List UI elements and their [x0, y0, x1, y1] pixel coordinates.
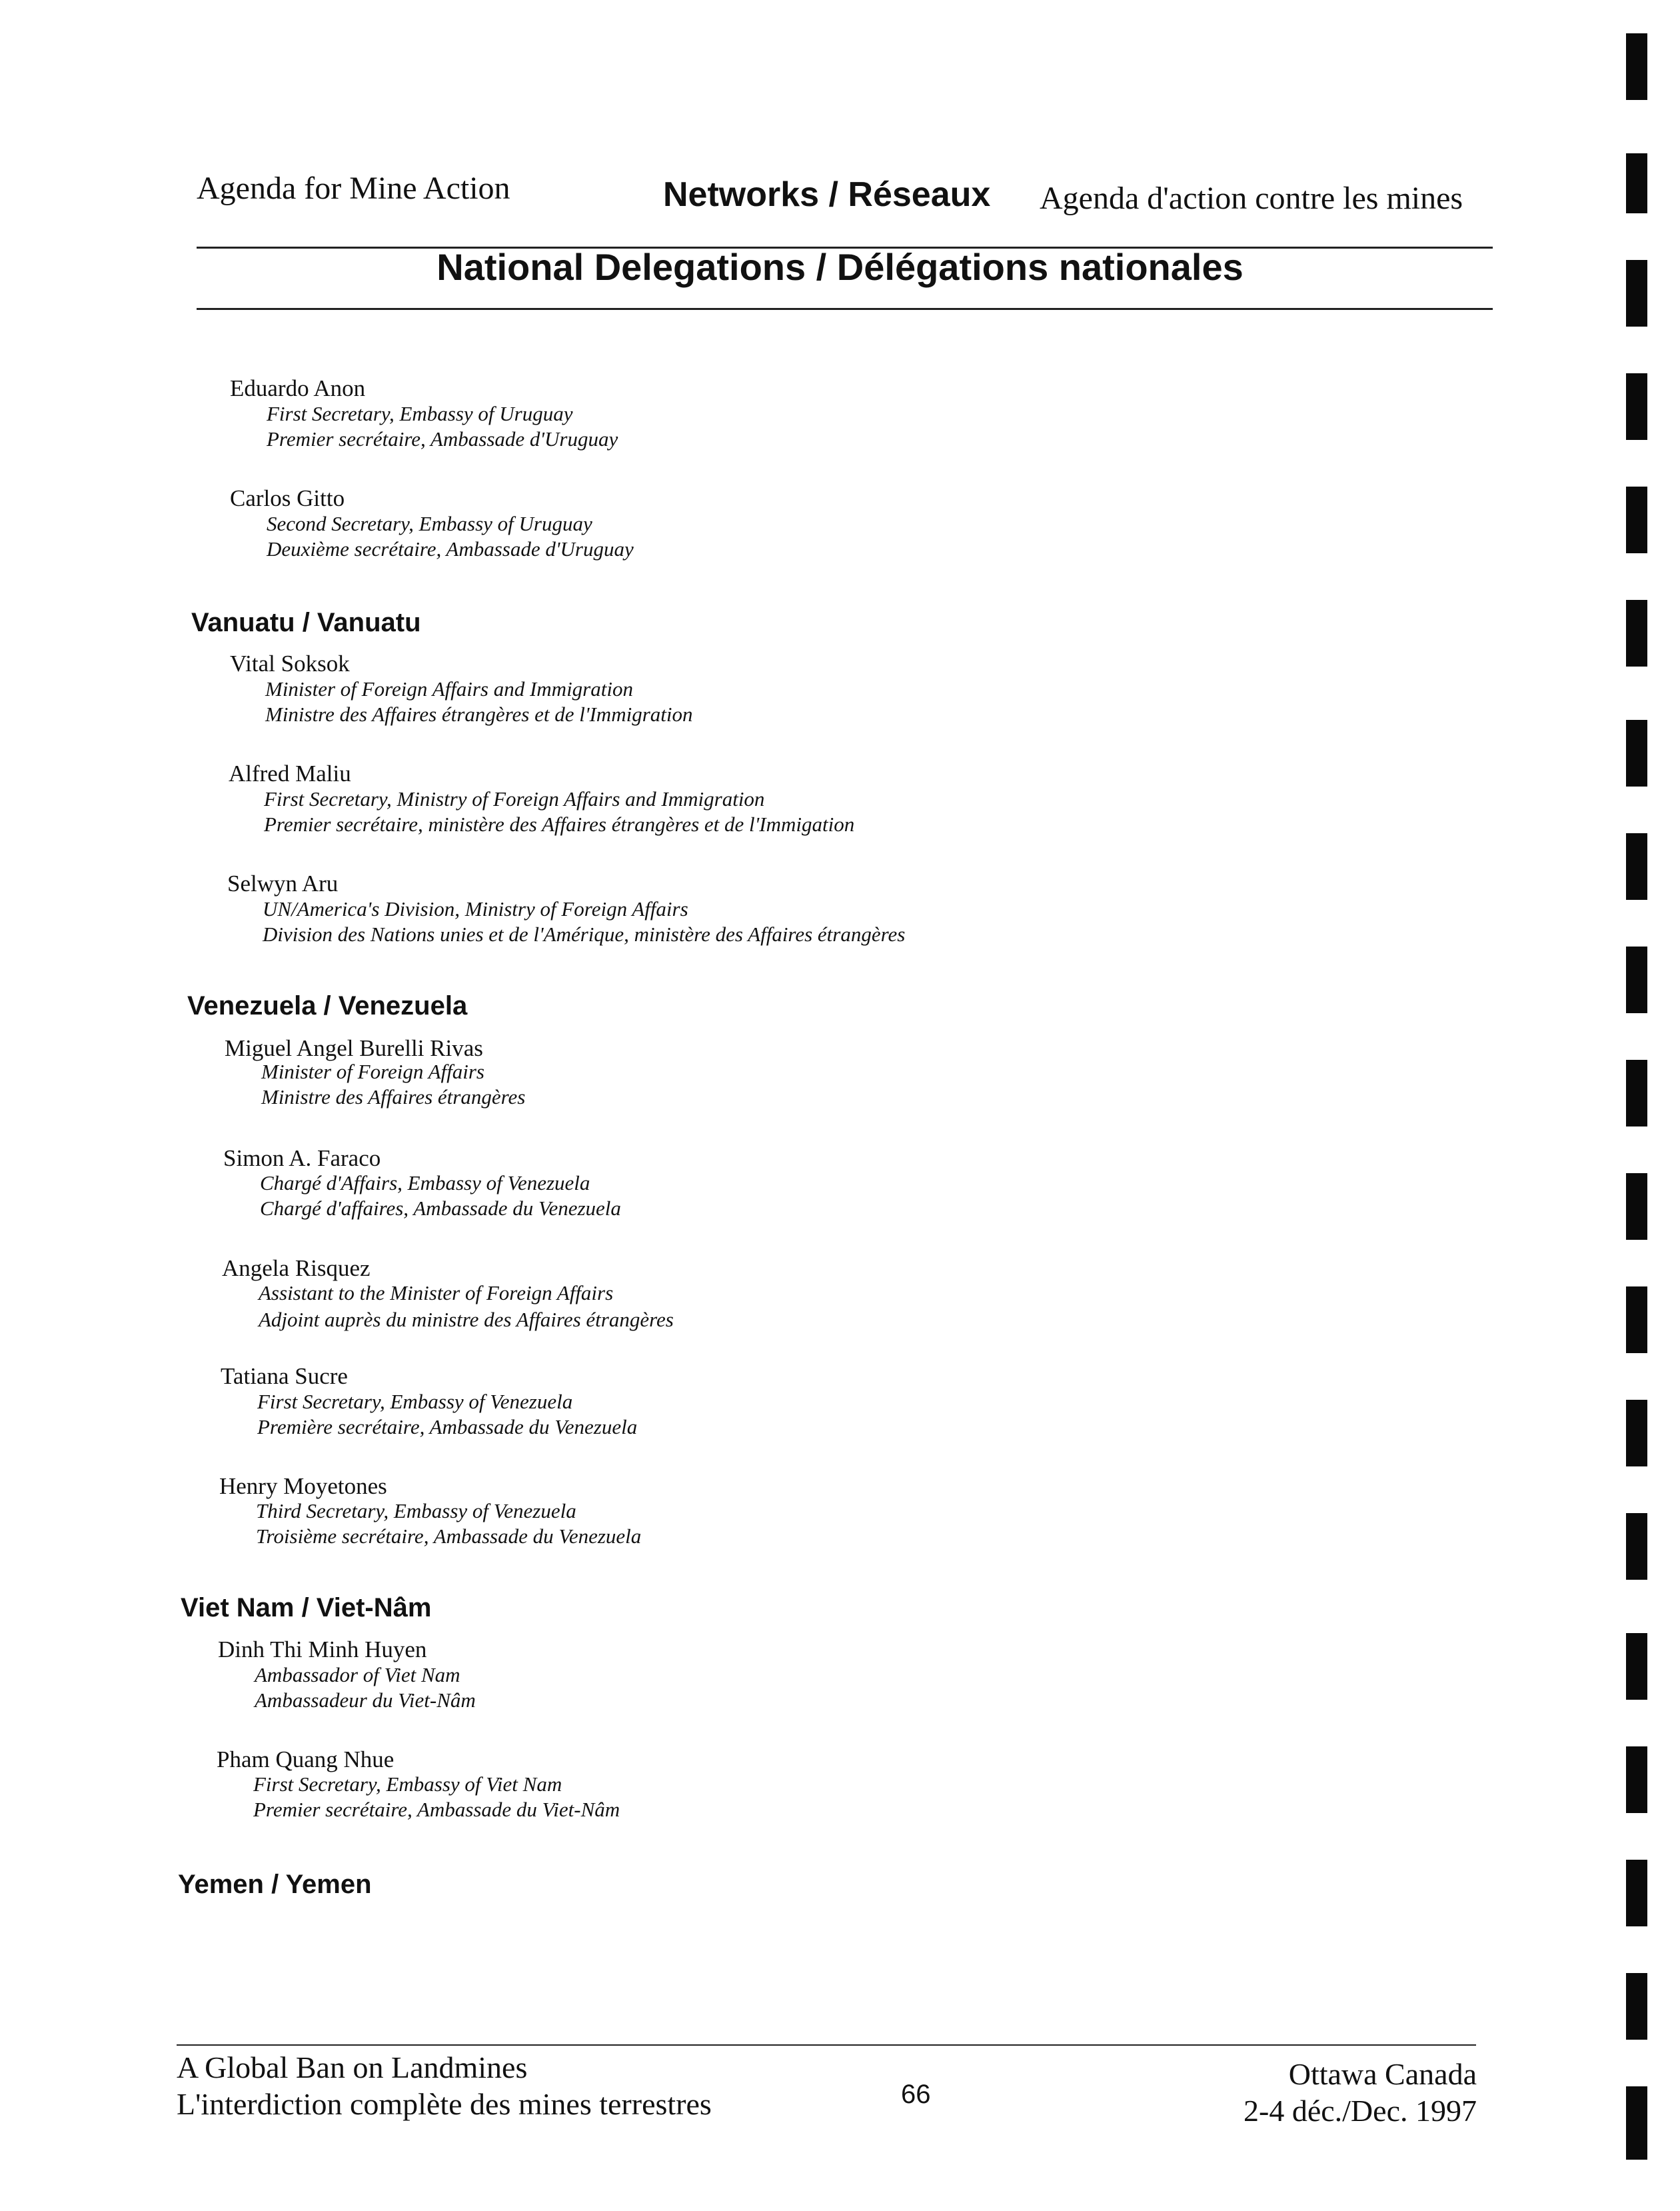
delegate-role-fr: Chargé d'affaires, Ambassade du Venezuela [260, 1196, 621, 1220]
delegate-name: Pham Quang Nhue [217, 1746, 395, 1772]
delegate-name: Selwyn Aru [227, 871, 339, 897]
delegate-name: Eduardo Anon [230, 375, 366, 401]
footer-date: 2-4 déc./Dec. 1997 [1244, 2094, 1477, 2128]
binder-mark [1626, 1513, 1647, 1580]
delegate-name: Vital Soksok [230, 651, 350, 677]
binder-mark [1626, 153, 1647, 213]
delegate-name: Tatiana Sucre [221, 1363, 348, 1389]
delegate-role-en: Ambassador of Viet Nam [255, 1663, 460, 1686]
binder-mark [1626, 1633, 1647, 1700]
binder-mark [1626, 1173, 1647, 1240]
binder-mark [1626, 1860, 1647, 1926]
delegate-name: Angela Risquez [222, 1255, 371, 1281]
binder-mark [1626, 1973, 1647, 2040]
delegate-role-fr: Premier secrétaire, ministère des Affaires étrangères et de l'Immigation [264, 813, 855, 836]
binder-mark [1626, 1286, 1647, 1353]
header-right-title: Agenda d'action contre les mines [1040, 181, 1463, 216]
header-section-title: Networks / Réseaux [663, 175, 991, 214]
delegate-role-en: Chargé d'Affairs, Embassy of Venezuela [260, 1171, 590, 1194]
binder-mark [1626, 1400, 1647, 1466]
binder-mark [1626, 1746, 1647, 1813]
country-heading-vanuatu: Vanuatu / Vanuatu [191, 608, 421, 637]
delegate-name: Carlos Gitto [230, 485, 345, 511]
page-number: 66 [901, 2080, 931, 2109]
delegate-role-fr: Première secrétaire, Ambassade du Venezuela [257, 1415, 638, 1438]
delegate-role-fr: Premier secrétaire, Ambassade d'Uruguay [267, 427, 618, 451]
footer-rule [177, 2044, 1476, 2046]
delegate-name: Alfred Maliu [229, 761, 351, 787]
delegate-role-en: Minister of Foreign Affairs [261, 1060, 484, 1083]
delegate-name: Dinh Thi Minh Huyen [218, 1636, 427, 1662]
delegate-role-en: First Secretary, Embassy of Viet Nam [253, 1772, 562, 1796]
country-heading-venezuela: Venezuela / Venezuela [187, 991, 468, 1021]
binder-mark [1626, 373, 1647, 440]
delegate-role-en: First Secretary, Embassy of Venezuela [257, 1390, 573, 1413]
footer-title-fr: L'interdiction complète des mines terrestres [177, 2087, 712, 2121]
binder-mark [1626, 260, 1647, 327]
delegate-role-fr: Adjoint auprès du ministre des Affaires étrangères [259, 1308, 674, 1331]
footer-title-en: A Global Ban on Landmines [177, 2050, 528, 2084]
delegate-role-fr: Premier secrétaire, Ambassade du Viet-Nâm [253, 1798, 620, 1821]
delegate-name: Miguel Angel Burelli Rivas [225, 1035, 483, 1061]
delegate-role-en: Minister of Foreign Affairs and Immigration [265, 677, 633, 701]
binder-mark [1626, 600, 1647, 667]
delegate-role-fr: Ambassadeur du Viet-Nâm [255, 1688, 476, 1712]
delegate-role-en: Third Secretary, Embassy of Venezuela [256, 1499, 576, 1522]
binder-mark [1626, 720, 1647, 787]
delegate-role-en: Assistant to the Minister of Foreign Affairs [259, 1281, 614, 1304]
delegate-name: Henry Moyetones [219, 1473, 387, 1499]
delegate-role-fr: Deuxième secrétaire, Ambassade d'Uruguay [267, 537, 634, 561]
delegate-role-fr: Ministre des Affaires étrangères et de l'Immigration [265, 703, 693, 726]
delegate-role-en: UN/America's Division, Ministry of Foreign Affairs [263, 897, 688, 921]
binder-mark [1626, 947, 1647, 1013]
delegate-role-fr: Ministre des Affaires étrangères [261, 1085, 526, 1108]
header-bottom-rule [197, 308, 1493, 310]
delegate-role-en: Second Secretary, Embassy of Uruguay [267, 512, 592, 535]
binder-mark [1626, 2086, 1647, 2160]
binder-mark [1626, 1060, 1647, 1126]
delegate-role-fr: Division des Nations unies et de l'Amérique, ministère des Affaires étrangères [263, 923, 906, 946]
footer-location: Ottawa Canada [1288, 2057, 1477, 2091]
country-heading-yemen: Yemen / Yemen [178, 1870, 372, 1899]
binder-mark [1626, 33, 1647, 100]
delegate-role-en: First Secretary, Ministry of Foreign Affairs and Immigration [264, 787, 765, 811]
delegate-name: Simon A. Faraco [223, 1145, 381, 1171]
binder-mark [1626, 487, 1647, 553]
country-heading-vietnam: Viet Nam / Viet-Nâm [181, 1593, 432, 1622]
header-left-title: Agenda for Mine Action [197, 171, 510, 206]
delegate-role-fr: Troisième secrétaire, Ambassade du Venezuela [256, 1524, 642, 1548]
delegate-role-en: First Secretary, Embassy of Uruguay [267, 402, 573, 425]
page-subtitle: National Delegations / Délégations nationales [436, 246, 1244, 288]
binder-mark [1626, 833, 1647, 900]
